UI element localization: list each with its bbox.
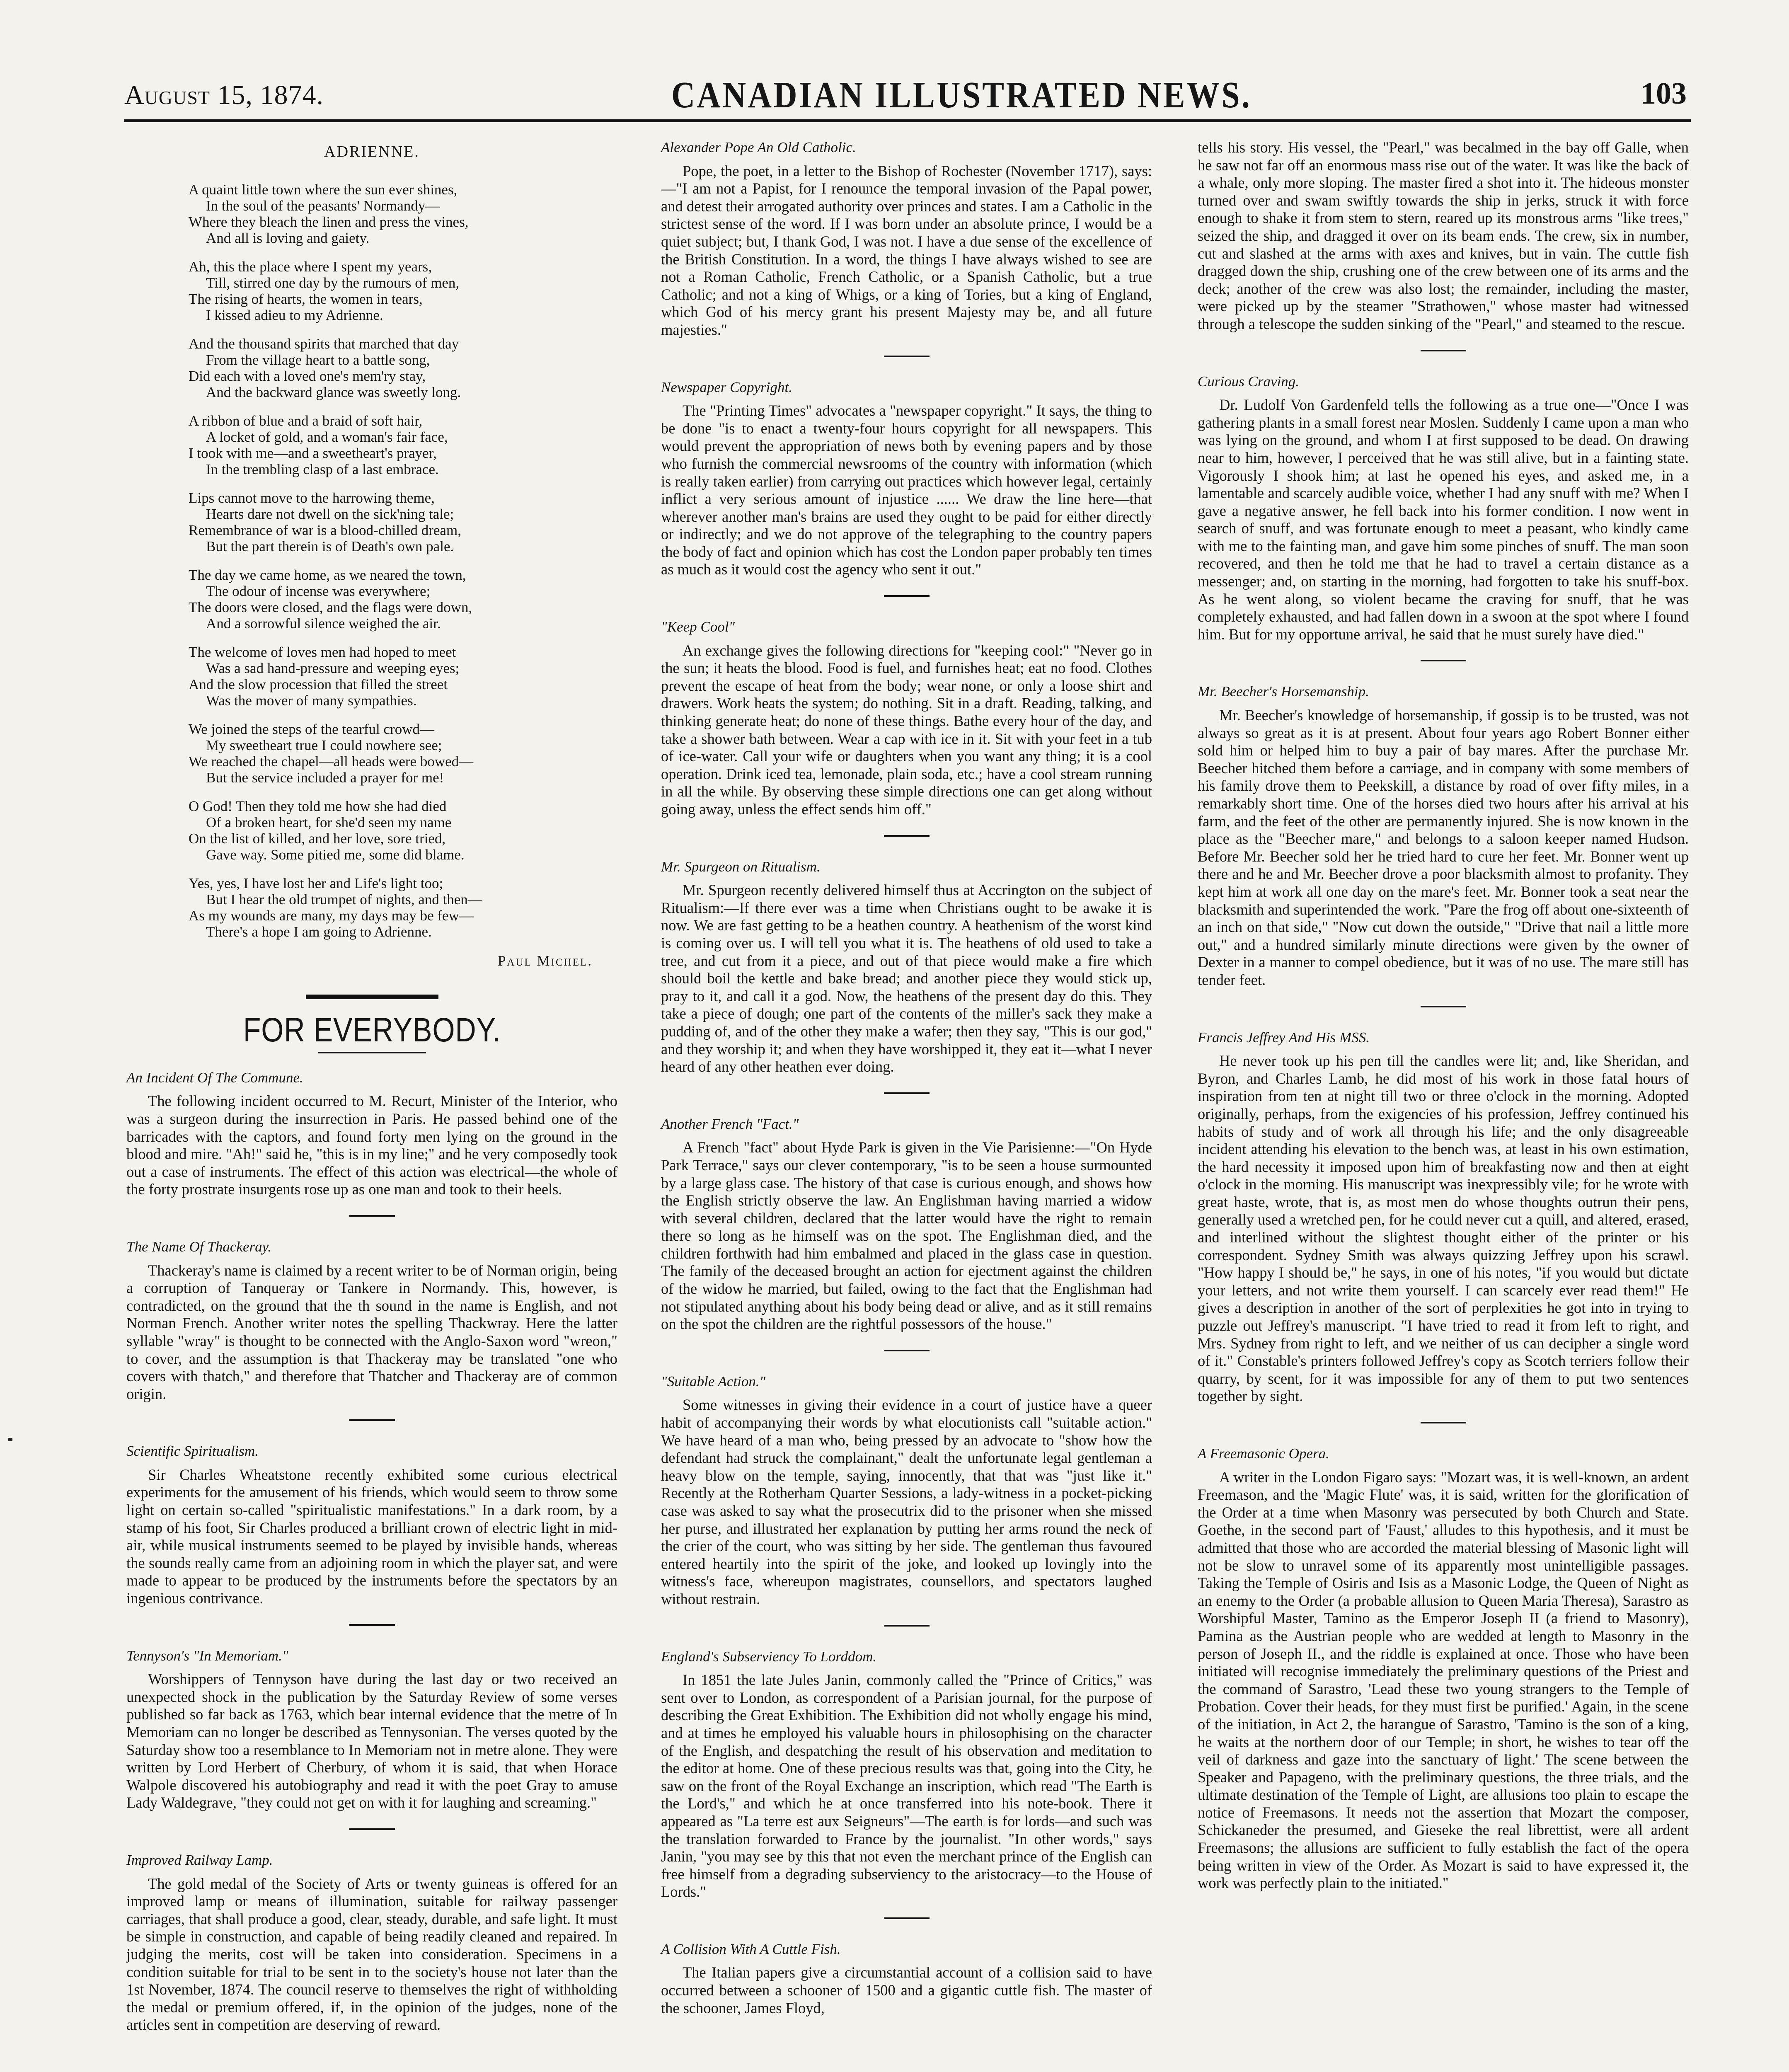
article (661, 1648, 1152, 1901)
section-heading: FOR EVERYBODY. (243, 1011, 501, 1049)
poem-stanza (189, 336, 617, 400)
masthead (124, 70, 1687, 116)
poem-line: Yes, yes, I have lost her and Life's light too; (189, 875, 443, 891)
column-1-articles (126, 1069, 617, 2034)
article (126, 1069, 617, 1198)
article-body: The following incident occurred to M. Recurt, Minister of the Interior, who was a surgeon during the insurrection in Paris. He passed behind one of the barricades with the captors, and found forty men lying on the ground in the blood and mire. "Ah!" said he, "this is in my line;" and he very composedly took out a case of instruments. The effect of this action was electrical—the whole of the forty prostrate insurgents rose up as one man and took to their heels. (126, 1092, 617, 1198)
poem-stanza (189, 567, 617, 632)
column-1 (126, 139, 617, 2034)
article (661, 1373, 1152, 1608)
poem-line: A ribbon of blue and a braid of soft hair, (189, 412, 423, 429)
article-body: tells his story. His vessel, the "Pearl," was becalmed in the bay off Galle, when he saw not far off an enormous mass rise out of the water. It was like the back of a whale, only more sloping. The master fired a shot into it. The hideous monster turned over and swam swiftly towards the ship in jerks, struck it with force enough to shake it from stem to stern, reared up its monstrous arms "like trees," seized the ship, and dragged it over on its beam ends. The crew, six in number, cut and slashed at the arms with axes and knives, but in vain. The cuttle fish dragged down the ship, crushing one of the crew between one of its arms and the deck; another of the crew was also lost; the remainder, including the master, were picked up by the steamer "Strathowen," whose master had witnessed through a telescope the sudden sinking of the "Pearl," and steamed to the rescue. (1198, 139, 1689, 332)
article-body: The gold medal of the Society of Arts or twenty guineas is offered for an improved lamp or means of illumination, suitable for railway passenger carriages, that shall produce a good, clear, steady, durable, and safe light. It must be simple in construction, and capable of being readily cleaned and repaired. In judging the merits, cost will be taken into consideration. Specimens in a condition suitable for trial to be sent in to the society's house not later than the 1st November, 1874. The council reserve to themselves the right of withholding the medal or premium offered, if, in the opinion of the judges, none of the articles sent in competition are deserving of reward. (126, 1875, 617, 2033)
poem-line: Where they bleach the linen and press the vines, (189, 213, 469, 230)
poem-stanza (189, 182, 617, 246)
article-title: A Collision With A Cuttle Fish. (661, 1941, 841, 1957)
column-2 (661, 139, 1152, 2017)
article-body: Mr. Beecher's knowledge of horsemanship, if gossip is to be trusted, was not always so great as it is at present. About four years ago Robert Bonner either sold him or helped him to buy a pair of bay mares. After the purchase Mr. Beecher hitched them before a carriage, and in company with some members of his family drove them to Peekskill, a distance by road of over fifty miles, in a remarkably short time. One of the horses died two hours after his arrival at his farm, and the feet of the other are permanently injured. She is now known in the place as the "Beecher mare," and belongs to a saloon keeper named Hudson. Before Mr. Beecher sold her he tried hard to cure her feet. Mr. Bonner went up there and he and Mr. Beecher drove a poor blacksmith almost to profanity. They kept him at work all one day on the mare's feet. Mr. Bonner took a seat near the blacksmith and superintended the work. "Pare the frog off about one-sixteenth of an inch on that side," "Now cut down the outside," "Drive that nail a little more out," and a hundred similarly minute directions were given by the owner of Dexter in a manner to compel obedience, but it was of no use. The mare still has tender feet. (1198, 707, 1689, 988)
article-separator (349, 1419, 395, 1421)
poem-line: The doors were closed, and the flags were down, (189, 599, 472, 615)
poem-line: Was a sad hand-pressure and weeping eyes; (206, 660, 460, 676)
poem-line: A quaint little town where the sun ever shines, (189, 181, 458, 198)
article-separator (884, 356, 930, 357)
article-separator (1421, 1422, 1466, 1423)
article (126, 1647, 617, 1812)
poem-line: Lips cannot move to the harrowing theme, (189, 489, 435, 506)
poem-line: Did each with a loved one's mem'ry stay, (189, 368, 426, 384)
article-body: An exchange gives the following directions for "keeping cool:" "Never go in the sun; it heats the blood. Food is fuel, and furnishes heat; eat no food. Clothes prevent the escape of heat from the body; wear none, or only a loose shirt and drawers. Work heats the system; do nothing. Sit in a draft. Reading, talking, and thinking generate heat; do none of these things. Bathe every hour of the day, and take a shower bath between. Wear a cap with ice in it. Sit with your feet in a tub of ice-water. Call your wife or daughters when you want any thing; it is a cool operation. Drink iced tea, lemonade, plain soda, etc.; have a cool stream running in all the while. By observing these simple directions one can get along without going away, unless the effect sends him off." (661, 641, 1152, 818)
poem-line: My sweetheart true I could nowhere see; (206, 737, 442, 753)
article-separator (884, 1092, 930, 1094)
poem-line: There's a hope I am going to Adrienne. (206, 923, 432, 940)
poem-stanza (189, 798, 617, 863)
poem-line: But the part therein is of Death's own pale. (206, 538, 454, 554)
article-separator (884, 835, 930, 837)
article-title: Tennyson's "In Memoriam." (126, 1647, 288, 1664)
article-body: He never took up his pen till the candles were lit; and, like Sheridan, and Byron, and Charles Lamb, he did most of his work in those fatal hours of inspiration from ten at night till two or three o'clock in the morning. Adopted originally, perhaps, from the exigencies of his profession, Jeffrey continued his habits of study and of work all through his life; and the only disagreeable incident attending his elevation to the bench was, at least in his own estimation, the hard necessity it imposed upon him of breakfasting now and then at eight o'clock in the morning. His manuscript was inexpressibly vile; for he wrote with great haste, wrote, that is, as most men do whose thoughts outrun their pens, generally used a wretched pen, for he could never cut a quill, and altered, erased, and interlined without the slightest thought either of the printer or his correspondent. Sydney Smith was always quizzing Jeffrey upon his scrawl. "How happy I should be," he says, in one of his notes, "if you would but dictate your letters, and not write them yourself. I can scarcely ever read them!" He gives a description in another of the sort of perplexities he got into in trying to puzzle out Jeffrey's manuscript. "I have tried to read it from left to right, and Mrs. Sydney from right to left, and we neither of us can decipher a single word of it." Constable's printers followed Jeffrey's copy as Scotch terriers follow their quarry, by scent, for it was impossible for any of them to put two sentences together by sight. (1198, 1052, 1689, 1405)
masthead-rule (124, 119, 1691, 122)
article-body: Worshippers of Tennyson have during the last day or two received an unexpected shock in the publication by the Saturday Review of some verses published so far back as 1763, which bear internal evidence that the metre of In Memoriam can no longer be described as Tennysonian. The verses quoted by the Saturday show too a resemblance to In Memoriam not in metre alone. They were written by Lord Herbert of Cherbury, of whom it is said, that when Horace Walpole discovered his autobiography and read it with the poet Gray to amuse Lady Waldegrave, "they could not get on with it for laughing and screaming." (126, 1670, 617, 1811)
poem-line: I took with me—and a sweetheart's prayer, (189, 445, 437, 461)
poem-line: In the trembling clasp of a last embrace. (206, 461, 439, 477)
poem-line: I kissed adieu to my Adrienne. (206, 307, 383, 323)
poem-line: Hearts dare not dwell on the sick'ning tale; (206, 506, 454, 522)
article-title: England's Subserviency To Lorddom. (661, 1648, 877, 1665)
article-title: Mr. Beecher's Horsemanship. (1198, 683, 1369, 700)
article-separator (1421, 1006, 1466, 1007)
poem-line: And the slow procession that filled the street (189, 676, 448, 692)
article-separator (349, 1215, 395, 1217)
article (126, 1238, 617, 1403)
article-title: The Name Of Thackeray. (126, 1238, 271, 1255)
poem-line: Of a broken heart, for she'd seen my name (206, 814, 452, 830)
article-separator (884, 1625, 930, 1627)
poem-line: O God! Then they told me how she had died (189, 798, 447, 814)
article-body: Dr. Ludolf Von Gardenfeld tells the following as a true one—"Once I was gathering plants in a small forest near Moslen. Suddenly I came upon a man who was lying on the ground, and whom I at first supposed to be dead. On drawing near to him, however, I perceived that he was still alive, but in a fainting state. Vigorously I shook him; at last he opened his eyes, and asked me, in a lamentable and scarcely audible voice, whether I had any snuff with me? When I gave a negative answer, he fell back into his former condition. I now went in search of snuff, and was fortunate enough to meet a peasant, who kindly came with me to the fainting man, and gave him some pinches of snuff. The man soon recovered, and then he told me that he had to travel a certain distance as a messenger; and, on starting in the morning, had forgotten to take his snuff-box. As he went along, so violent became the craving for snuff, that he was completely exhausted, and had fallen down in a swoon at the spot where I found him. But for my opportune arrival, he said that he must surely have died." (1198, 396, 1689, 643)
article (661, 1116, 1152, 1333)
poem-line: As my wounds are many, my days may be few— (189, 907, 474, 924)
poem-line: But the service included a prayer for me! (206, 769, 444, 786)
article-title: Scientific Spiritualism. (126, 1443, 259, 1460)
poem-stanza (189, 413, 617, 477)
poem-stanza (189, 721, 617, 786)
article-separator (349, 1624, 395, 1626)
article-body: Mr. Spurgeon recently delivered himself thus at Accrington on the subject of Ritualism:—If there ever was a time when Christians ought to be awake it is now. We are fast getting to be a heathen country. A heathenism of the worst kind is coming over us. I will tell you what it is. The heathens of old used to take a tree, and cut from it a piece, and out of that piece would make a fire which should boil the kettle and bake bread; and another piece they would stick up, pray to it, and call it a god. Now, the heathens of the present day do this. They take a piece of dough; one part of the contents of the miller's sack they make a pudding of, and of the other they make a wafer; then they say, "This is our god," and they worship it; and when they have worshipped it, they eat it—what I never heard of any other heathen ever doing. (661, 881, 1152, 1075)
poem-stanza (189, 875, 617, 940)
article (661, 618, 1152, 818)
poem-line: And the thousand spirits that marched that day (189, 335, 459, 352)
article (661, 1941, 1152, 2017)
column-2-articles (661, 139, 1152, 2017)
poem-line: On the list of killed, and her love, sore tried, (189, 830, 446, 847)
page-number: 103 (1641, 77, 1687, 111)
poem-line: We joined the steps of the tearful crowd— (189, 721, 434, 737)
article-title: "Keep Cool" (661, 619, 735, 635)
article-body: In 1851 the late Jules Janin, commonly called the "Prince of Critics," was sent over to London, as correspondent of a Parisian journal, for the purpose of describing the Great Exhibition. The Exhibition did not wholly engage his mind, and at times he employed his valuable hours in philosophising on the character of the English, and despatching the result of his observation and meditation to the editor at home. One of these precious results was that, going into the City, he saw on the front of the Royal Exchange an inscription, which read "The Earth is the Lord's," and which he at once transferred into his note-book. There it appeared as "La terre est aux Seigneurs"—The earth is for lords—and such was the translation forwarded to France by the journalist. "In other words," says Janin, "you may see by this that not even the merchant prince of the English can free himself from a degrading subserviency to the aristocracy—to the House of Lords." (661, 1671, 1152, 1900)
poem-line: But I hear the old trumpet of nights, and then— (206, 891, 482, 908)
newspaper-title: CANADIAN ILLUSTRATED NEWS. (671, 75, 1252, 116)
print-speck (8, 1438, 12, 1441)
poem-line: Was the mover of many sympathies. (206, 692, 417, 709)
article-body: A writer in the London Figaro says: "Mozart was, it is well-known, an ardent Freemason, and the 'Magic Flute' was, it is said, written for the glorification of the Order at a time when Masonry was persecuted by both Church and State. Goethe, in the second part of 'Faust,' alludes to this hypothesis, and it must be admitted that those who are accorded the material blessing of Masonic light will not be slow to unravel some of its apparently most unintelligible passages. Taking the Temple of Osiris and Isis as a Masonic Lodge, the Queen of Night as an enemy to the Order (a probable allusion to Queen Maria Theresa), Sarastro as Worshipful Master, Tamino as the Emperor Joseph II (a friend to Masonry), Pamina as the Austrian people who are wedded at length to Masonry in the person of Joseph II., and the riddle is explained at once. Those who have been initiated will recognise immediately the preliminary questions of the Priest and the command of Sarastro, 'Lead these two young strangers to the Temple of Probation. Cover their heads, for they must first be purified.' Again, in the scene of the initiation, in Act 2, the harangue of Sarastro, 'Tamino is the son of a king, he waits at the northern door of our Temple; in short, he wishes to tear off the veil of darkness and gaze into the sanctuary of light.' The scene between the Speaker and Papageno, with the preliminary questions, the three trials, and the ultimate destination of the Temple of Light, are allusions too plain to escape the notice of Freemasons. It needs not the assertion that Mozart the composer, Schickaneder the presumed, and Gieseke the real librettist, were all ardent Freemasons; the allusions are sufficient to fully establish the fact of the opera being written in view of the Order. As Mozart is said to have expressed it, the work was perfectly plain to the initiated." (1198, 1468, 1689, 1892)
poem-line: We reached the chapel—all heads were bowed— (189, 753, 474, 770)
poem-body (126, 182, 617, 940)
article-title: Mr. Spurgeon on Ritualism. (661, 858, 821, 875)
poem-line: From the village heart to a battle song, (206, 351, 430, 368)
heading-rule (318, 1052, 426, 1053)
article (1198, 1445, 1689, 1892)
article (1198, 1029, 1689, 1405)
poem-line: The day we came home, as we neared the town, (189, 566, 466, 583)
poem-stanza (189, 490, 617, 554)
poem-line: Gave way. Some pitied me, some did blame. (206, 846, 465, 863)
article-title: Improved Railway Lamp. (126, 1852, 273, 1868)
poem (126, 143, 617, 970)
article (1198, 139, 1689, 333)
article-body: A French "fact" about Hyde Park is given in the Vie Parisienne:—"On Hyde Park Terrace," says our clever contemporary, "is to be seen a house surmounted by a large glass case. The history of that case is curious enough, and shows how the English strictly observe the law. An Englishman having married a widow with several children, declared that the latter would have the right to remain there so long as he himself was on the spot. The Englishman died, and the children forthwith had him embalmed and placed in the glass case in question. The family of the deceased brought an action for ejectment against the children of the widow he married, but failed, owing to the fact that the Englishman had not stipulated anything about his body being dead or alive, and as it still remains on the spot the children are the rightful possessors of the house." (661, 1139, 1152, 1333)
poem-stanza (189, 259, 617, 323)
issue-date: August 15, 1874. (124, 80, 324, 110)
section-divider (306, 995, 438, 999)
article-title: An Incident Of The Commune. (126, 1069, 303, 1086)
article-body: Some witnesses in giving their evidence in a court of justice have a queer habit of accompanying their words by what elocutionists call "suitable action." We have heard of a man who, being pressed by an advocate to "show how the defendant had struck the complainant," dealt the unfortunate legal gentleman a heavy blow on the temple, saying, innocently, that that was "just like it." Recently at the Rotherham Quarter Sessions, a lady-witness in a pocket-picking case was asked to say what the prosecutrix did to the prisoner when she missed her purse, and illustrated her explanation by putting her arms round the neck of the crier of the court, who was sitting by her side. The gentleman thus favoured entered heartily into the spirit of the joke, and looked up lovingly into the witness's face, whereupon magistrates, counsellors, and spectators laughed without restrain. (661, 1396, 1152, 1607)
poem-line: Remembrance of war is a blood-chilled dream, (189, 522, 461, 538)
article (661, 379, 1152, 579)
article-separator (884, 595, 930, 597)
article-title: "Suitable Action." (661, 1373, 766, 1389)
column-3-articles (1198, 139, 1689, 1892)
poem-title: ADRIENNE. (324, 143, 420, 160)
article-separator (884, 1350, 930, 1351)
article-body: The "Printing Times" advocates a "newspaper copyright." It says, the thing to be done "is to enact a twenty-four hours copyright for all newspapers. This would prevent the appropriation of news both by evening papers and by those who furnish the commercial newsrooms of the country with information (which is really taken earlier) from carrying out practices which however legal, certainly inflict a very serious amount of injustice ...... We draw the line here—that wherever another man's brains are used they ought to be paid for either directly or indirectly; and we do not approve of the telegraphing to the country papers the body of fact and opinion which has cost the London paper probably ten times as much as it would cost the agency who sent it out." (661, 402, 1152, 578)
article-separator (1421, 350, 1466, 351)
poem-line: Ah, this the place where I spent my years, (189, 258, 432, 275)
column-3 (1198, 139, 1689, 1892)
article-title: Curious Craving. (1198, 373, 1300, 390)
poem-line: The odour of incense was everywhere; (206, 583, 431, 599)
article-body: Thackeray's name is claimed by a recent writer to be of Norman origin, being a corruption of Tanqueray or Tankere in Normandy. This, however, is contradicted, on the ground that the th sound in the name is English, and not Norman French. Another writer notes the spelling Thackwray. Here the latter syllable "wray" is thought to be connected with the Anglo-Saxon word "wreon," to cover, and the assumption is that Thackeray may be translated "one who covers with thatch," and therefore that Thatcher and Thackeray are of common origin. (126, 1261, 617, 1402)
article-body: Pope, the poet, in a letter to the Bishop of Rochester (November 1717), says:—"I am not a Papist, for I renounce the temporal invasion of the Papal power, and detest their arrogated authority over princes and states. I am a Catholic in the strictest sense of the word. If I was born under an absolute prince, I would be a quiet subject; but, I thank God, I was not. I have a due sense of the excellence of the British Constitution. In a word, the things I have always wished to see are not a Roman Catholic, French Catholic, or a Spanish Catholic, but a true Catholic; and not a king of Whigs, or a king of Tories, but a king of England, which God of his mercy grant his present Majesty may be, and all future majesties." (661, 162, 1152, 338)
article (661, 139, 1152, 339)
article-title: Newspaper Copyright. (661, 379, 792, 395)
article (661, 858, 1152, 1076)
article-title: Another French "Fact." (661, 1116, 799, 1132)
poem-line: The welcome of loves men had hoped to meet (189, 644, 456, 660)
article-body: The Italian papers give a circumstantial account of a collision said to have occurred between a schooner of 1500 and a gigantic cuttle fish. The master of the schooner, James Floyd, (661, 1964, 1152, 2016)
article (1198, 683, 1689, 989)
article (126, 1852, 617, 2034)
poem-line: And the backward glance was sweetly long. (206, 384, 461, 400)
article-separator (884, 1917, 930, 1919)
article (1198, 373, 1689, 644)
poem-line: In the soul of the peasants' Normandy— (206, 197, 440, 214)
article (126, 1443, 617, 1607)
poem-line: Till, stirred one day by the rumours of men, (206, 274, 460, 291)
article-body: Sir Charles Wheatstone recently exhibited some curious electrical experiments for the amusement of his friends, which would seem to throw some light on certain so-called "spiritualistic manifestations." In a dark room, by a stamp of his foot, Sir Charles produced a brilliant crown of electric light in mid-air, while musical instruments seemed to be played by invisible hands, whereas the sounds really came from an adjoining room in which the player sat, and were made to appear to be produced by the instruments before the spectators by an ingenious contrivance. (126, 1466, 617, 1607)
poem-line: A locket of gold, and a woman's fair face, (206, 428, 448, 445)
poem-stanza (189, 644, 617, 709)
poem-author: Paul Michel. (497, 952, 593, 969)
article-title: Alexander Pope An Old Catholic. (661, 139, 856, 155)
article-separator (1421, 660, 1466, 661)
poem-line: And a sorrowful silence weighed the air. (206, 615, 441, 632)
poem-line: And all is loving and gaiety. (206, 230, 370, 246)
poem-line: The rising of hearts, the women in tears, (189, 290, 423, 307)
article-title: Francis Jeffrey And His MSS. (1198, 1029, 1370, 1046)
article-separator (349, 1828, 395, 1830)
article-title: A Freemasonic Opera. (1198, 1445, 1329, 1462)
